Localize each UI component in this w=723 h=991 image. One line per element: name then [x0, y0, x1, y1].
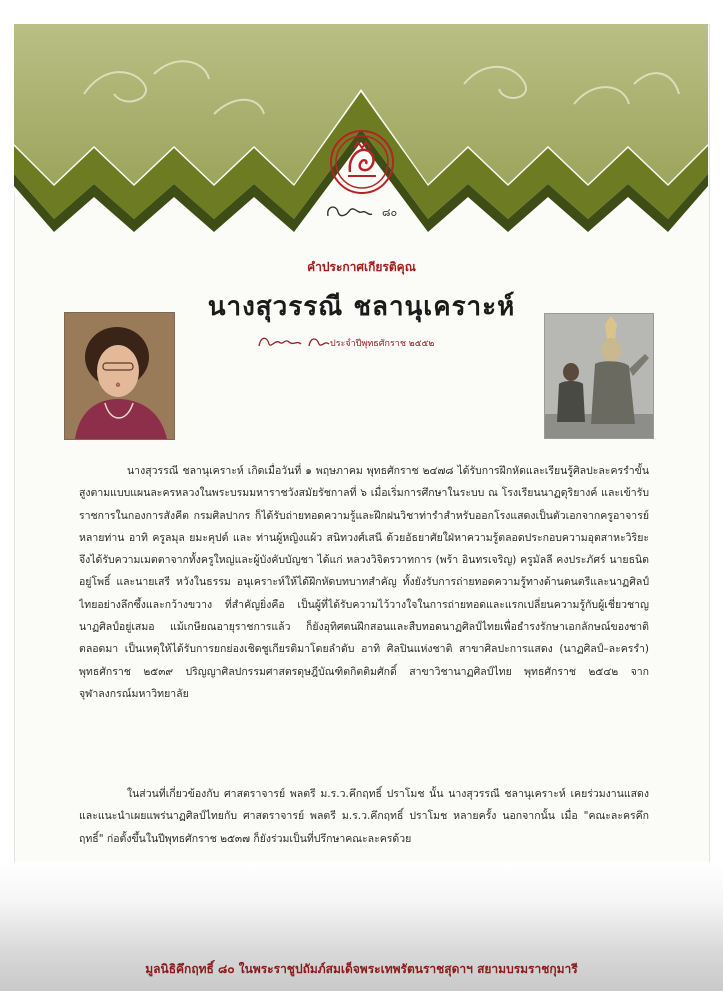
royal-emblem-icon [328, 128, 396, 196]
svg-text:๘๐: ๘๐ [382, 206, 398, 219]
certificate-label: คำประกาศเกียรติคุณ [307, 260, 416, 274]
citation-paragraph-1: นางสุวรรณี ชลานุเคราะห์ เกิดเมื่อวันที่ ๑ พฤษภาคม พุทธศักราช ๒๔๗๘ ได้รับการฝึกหัดและเรียนรู้ศิลปะละครรำขั้นสูงตามแบบแผนละครหลวงในพระบรมมหาราชวังสมัยรัชกาลที่ ๖ เมื่อเริ่มการศึกษาในระบบ ณ โรงเรียนนาฏดุริยางค์ และเข้ารับราชการในกองการสังคีต กรมศิลปากร ก็ได้รับถ่ายทอดความรู้และฝึกฝนวิชาท่ารำสำหรับออกโรงแสดงเป็นตัวเอกจากครูอาจารย์หลายท่าน อาทิ ครูลมุล ยมะคุปต์ และ ท่านผู้หญิงแผ้ว สนิทวงศ์เสนี ด้วยอัธยาศัยใฝ่หาความรู้ตลอดประกอบความอุตสาหะวิริยะ จึงได้รับความเมตตาจากทั้งครูใหญ่และผู้บังคับบัญชา ได้แก่ หลวงวิจิตรวาทการ (พร้า อินทรเจริญ) ครูมัลลี คงประภัศร์ นายธนิต อยู่โพธิ์ และนายเสรี หวังในธรรม อนุเคราะห์ให้ได้ฝึกหัดบทบาทสำคัญ ทั้งยังรับการถ่ายทอดความรู้ทางด้านดนตรีและนาฏศิลป์ไทยอย่างลึกซึ้งและกว้างขวาง ที่สำคัญยิ่งคือ เป็นผู้ที่ได้รับความไว้วางใจในการถ่ายทอดและแรกเปลี่ยนความรู้กับผู้เชี่ยวชาญนาฏศิลป์อยู่เสมอ แม้เกษียณอายุราชการแล้ว ก็ยังอุทิศตนฝึกสอนและสืบทอดนาฏศิลป์ไทยเพื่อธำรงรักษาเอกลักษณ์ของชาติตลอดมา เป็นเหตุให้ได้รับการยกย่องเชิดชูเกียรติมาโดยลำดับ อาทิ ศิลปินแห่งชาติ สาขาศิลปะการแสดง (นาฏศิลป์–ละครรำ) พุทธศักราช ๒๕๓๙ ปริญญาศิลปกรรมศาสตรดุษฎีบัณฑิตกิตติมศักดิ์ สาขาวิชานาฏศิลป์ไทย พุทธศักราช ๒๕๔๒ จาก จุฬาลงกรณ์มหาวิทยาลัย [79, 465, 649, 700]
citation-paragraph-2: ในส่วนที่เกี่ยวข้องกับ ศาสตราจารย์ พลตรี ม.ร.ว.คึกฤทธิ์ ปราโมช นั้น นางสุวรรณี ชลานุเคราะห์ เคยร่วมงานแสดงและแนะนำเผยแพร่นาฏศิลป์ไทยกับ ศาสตราจารย์ พลตรี ม.ร.ว.คึกฤทธิ์ ปราโมช หลายครั้ง นอกจากนั้น เมื่อ "คณะละครคึกฤทธิ์" ก่อตั้งขึ้นในปีพุทธศักราช ๒๕๓๗ ก็ยังร่วมเป็นที่ปรึกษาคณะละครด้วย [79, 788, 649, 845]
khon-performance-photo [544, 313, 654, 439]
foundation-footer: มูลนิธิคึกฤทธิ์ ๘๐ ในพระราชูปถัมภ์สมเด็จพระเทพรัตนราชสุดาฯ สยามบรมราชกุมารี [145, 962, 578, 976]
award-year-label: ประจำปีพุทธศักราช ๒๕๕๒ [330, 339, 435, 349]
portrait-photo [64, 312, 175, 440]
suksit-80-logo [322, 198, 418, 224]
honoree-name: นางสุวรรณี ชลานุเคราะห์ [207, 292, 516, 322]
